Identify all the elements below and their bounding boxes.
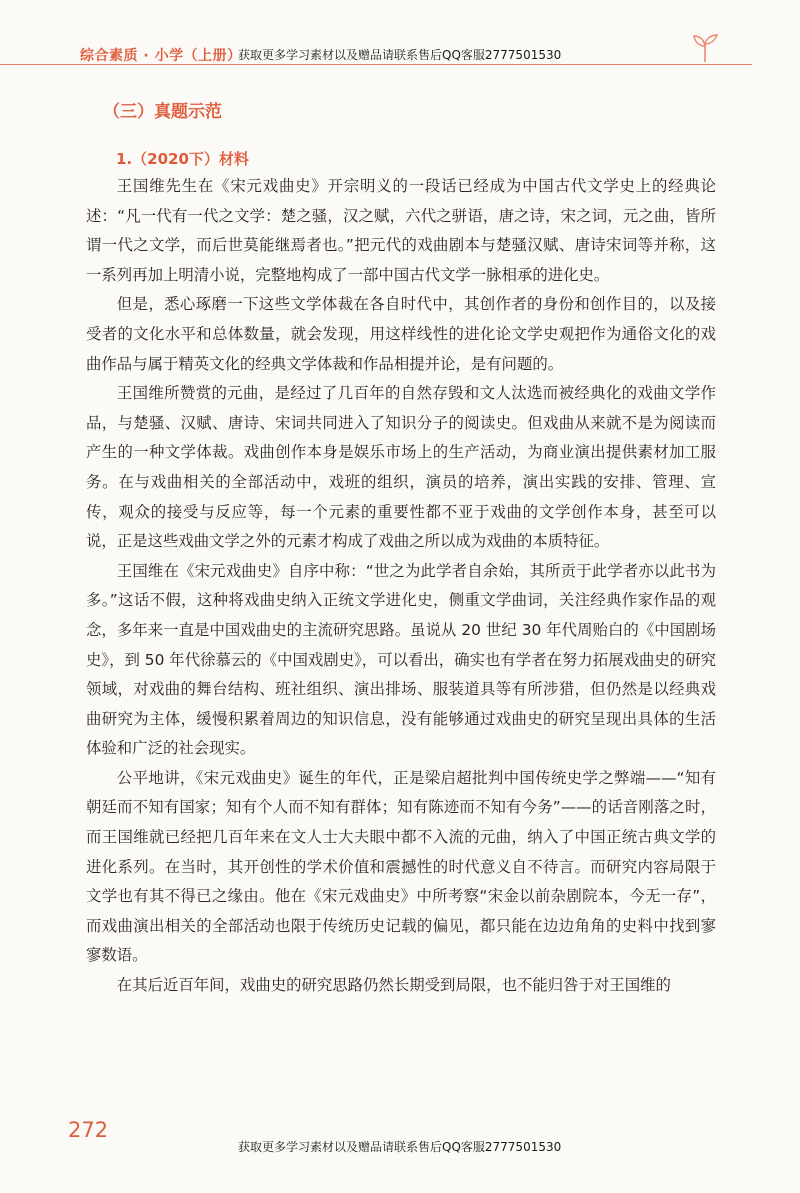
material-text xyxy=(86,172,716,1001)
paragraph: 王国维先生在《宋元戏曲史》开宗明义的一段话已经成为中国古代文学史上的经典论述：“凡一代有一代之文学：楚之骚，汉之赋，六代之骈语，唐之诗，宋之词，元之曲，皆所谓一代之文学，而后世莫能继焉者也。”把元代的戏曲剧本与楚骚汉赋、唐诗宋词等并称，这一系列再加上明清小说，完整地构成了一部中国古代文学一脉相承的进化史。 xyxy=(86,177,716,284)
paragraph: 公平地讲，《宋元戏曲史》诞生的年代，正是梁启超批判中国传统史学之弊端——“知有朝廷而不知有国家；知有个人而不知有群体；知有陈迹而不知有今务”——的话音刚落之时，而王国维就已经把几百年来在文人士大夫眼中都不入流的元曲，纳入了中国正统古典文学的进化系列。在当时，其开创性的学术价值和震撼性的时代意义自不待言。而研究内容局限于文学也有其不得已之缘由。他在《宋元戏曲史》中所考察“宋金以前杂剧院本，今无一存”，而戏曲演出相关的全部活动也限于传统历史记载的偏见，都只能在边边角角的史料中找到寥寥数语。 xyxy=(86,768,716,965)
paragraph: 在其后近百年间，戏曲史的研究思路仍然长期受到局限，也不能归咎于对王国维的 xyxy=(116,976,671,995)
section-heading: （三）真题示范 xyxy=(103,102,222,122)
paragraph: 王国维在《宋元戏曲史》自序中称：“世之为此学者自余始，其所贡于此学者亦以此书为多。”这话不假，这种将戏曲史纳入正统文学进化史，侧重文学曲词，关注经典作家作品的观念，多年来一直是中国戏曲史的主流研究思路。虽说从 20 世纪 30 年代周贻白的《中国剧场史》，到 50 年代徐慕云的《中国戏剧史》，可以看出，确实也有学者在努力拓展戏曲史的研究领域，对戏曲的舞台结构、班社组织、演出排场、服装道具等有所涉猎，但仍然是以经典戏曲研究为主体，缓慢积累着周边的知识信息，没有能够通过戏曲史的研究呈现出具体的生活体验和广泛的社会现实。 xyxy=(86,561,716,758)
question-heading: 1.（2020下）材料 xyxy=(116,150,249,168)
paragraph: 王国维所赞赏的元曲，是经过了几百年的自然存毁和文人汰选而被经典化的戏曲文学作品，与楚骚、汉赋、唐诗、宋词共同进入了知识分子的阅读史。但戏曲从来就不是为阅读而产生的一种文学体裁。戏曲创作本身是娱乐市场上的生产活动，为商业演出提供素材加工服务。在与戏曲相关的全部活动中，戏班的组织，演员的培养，演出实践的安排、管理、宣传，观众的接受与反应等，每一个元素的重要性都不亚于戏曲的文学创作本身，甚至可以说，正是这些戏曲文学之外的元素才构成了戏曲之所以成为戏曲的本质特征。 xyxy=(86,384,716,551)
sprout-icon xyxy=(690,32,720,64)
page-number: 272 xyxy=(68,1118,109,1142)
book-title: 综合素质 · 小学（上册） xyxy=(80,48,242,64)
paragraph: 但是，悉心琢磨一下这些文学体裁在各自时代中，其创作者的身份和创作目的，以及接受者的文化水平和总体数量，就会发现，用这样线性的进化论文学史观把作为通俗文化的戏曲作品与属于精英文化的经典文学体裁和作品相提并论，是有问题的。 xyxy=(86,295,716,373)
page-header xyxy=(0,0,800,80)
header-ad-text: 获取更多学习素材以及赠品请联系售后QQ客服2777501530 xyxy=(238,48,562,62)
footer-ad-text: 获取更多学习素材以及赠品请联系售后QQ客服2777501530 xyxy=(238,1140,562,1154)
